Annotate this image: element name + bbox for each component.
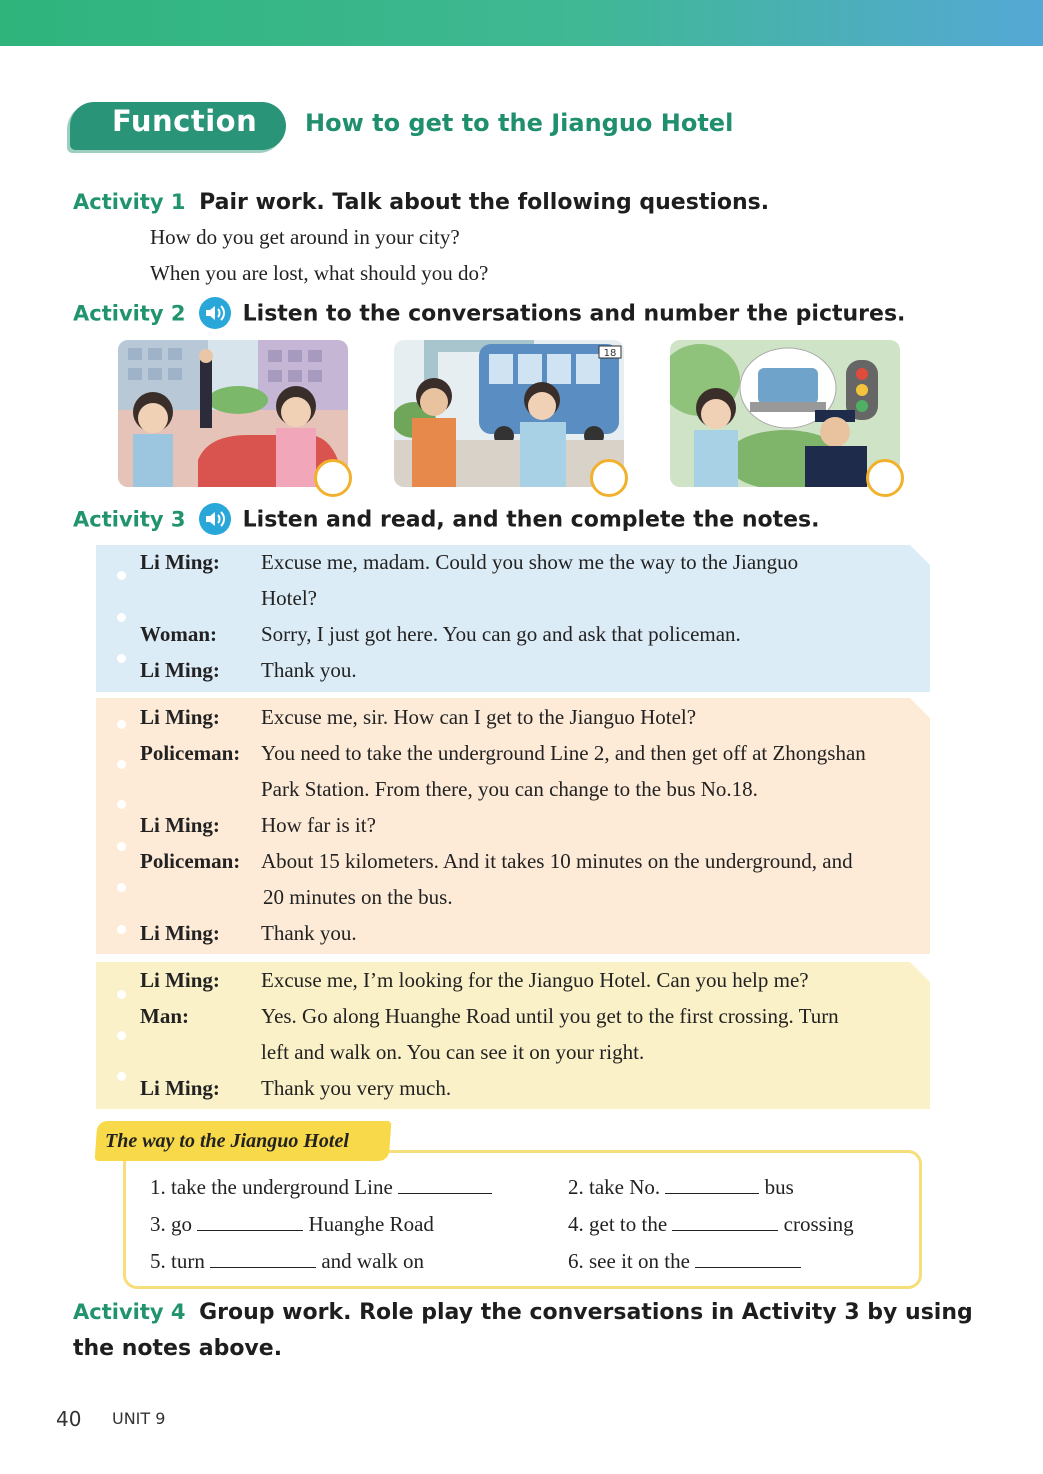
decor-dot — [117, 760, 126, 769]
dialogue-line: left and walk on. You can see it on your right. — [261, 1040, 645, 1064]
note-item-3 — [150, 1210, 434, 1237]
activity-3-heading — [73, 506, 820, 538]
bus-number-label: 18 — [603, 348, 617, 359]
question-1: How do you get around in your city? — [150, 225, 460, 249]
dialogue-line: Hotel? — [261, 586, 317, 610]
activity-2-heading — [73, 300, 905, 332]
decor-dot — [117, 883, 126, 892]
note-text: 3. go — [150, 1212, 192, 1236]
page-title: How to get to the Jianguo Hotel — [305, 109, 734, 137]
dialogue-line: Sorry, I just got here. You can go and ask that policeman. — [261, 622, 741, 646]
street-scene-picture — [118, 340, 348, 487]
speaker-name: Policeman: — [140, 849, 241, 873]
activity-2-instruction: Listen to the conversations and number the pictures. — [242, 301, 906, 327]
dialogue-line: 20 minutes on the bus. — [263, 885, 453, 909]
dialogue-line: Yes. Go along Huanghe Road until you get to the first crossing. Turn — [261, 1004, 839, 1028]
decor-dot — [117, 800, 126, 809]
conversation-2-box — [96, 698, 930, 954]
speaker-name: Li Ming: — [140, 658, 220, 682]
activity-1-instruction: Pair work. Talk about the following questions. — [199, 190, 770, 215]
picture-2-number-circle[interactable] — [590, 459, 628, 497]
note-text: 2. take No. — [568, 1175, 661, 1199]
blank-field[interactable] — [672, 1210, 778, 1231]
activity-4-label: Activity 4 — [73, 1300, 186, 1324]
blank-field[interactable] — [695, 1247, 801, 1268]
dialogue-line: Thank you very much. — [261, 1076, 452, 1100]
speaker-name: Li Ming: — [140, 968, 220, 992]
note-item-5 — [150, 1247, 424, 1274]
note-item-4 — [568, 1210, 854, 1237]
note-item-2 — [568, 1173, 794, 1200]
note-text: and walk on — [321, 1249, 424, 1273]
decor-dot — [117, 1072, 126, 1081]
speaker-name: Li Ming: — [140, 921, 220, 945]
dialogue-line: Excuse me, sir. How can I get to the Jianguo Hotel? — [261, 705, 697, 729]
note-text: Huanghe Road — [308, 1212, 434, 1236]
speaker-name: Woman: — [140, 622, 218, 646]
decor-dot — [117, 720, 126, 729]
speaker-name: Li Ming: — [140, 705, 220, 729]
activity-3-instruction: Listen and read, and then complete the notes. — [242, 507, 820, 533]
notes-title: The way to the Jianguo Hotel — [105, 1130, 349, 1152]
unit-label: UNIT 9 — [112, 1409, 166, 1428]
note-text: 5. turn — [150, 1249, 205, 1273]
decor-dot — [117, 571, 126, 580]
dialogue-line: You need to take the underground Line 2, and then get off at Zhongshan — [261, 741, 866, 765]
question-2: When you are lost, what should you do? — [150, 261, 489, 285]
activity-4-instruction-continued: the notes above. — [73, 1336, 283, 1361]
speaker-name: Li Ming: — [140, 550, 220, 574]
picture-1-number-circle[interactable] — [314, 459, 352, 497]
dialogue-line: Thank you. — [261, 921, 357, 945]
note-item-1 — [150, 1173, 492, 1200]
activity-4-heading — [73, 1300, 973, 1325]
dialogue-line: How far is it? — [261, 813, 376, 837]
dialogue-line: Thank you. — [261, 658, 357, 682]
note-text: crossing — [783, 1212, 854, 1236]
note-text: bus — [764, 1175, 794, 1199]
blank-field[interactable] — [398, 1173, 492, 1194]
policeman-scene-picture — [670, 340, 900, 487]
blank-field[interactable] — [197, 1210, 303, 1231]
decor-dot — [117, 1031, 126, 1040]
activity-1-label: Activity 1 — [73, 190, 186, 214]
audio-speaker-icon[interactable] — [199, 297, 231, 329]
decor-dot — [117, 613, 126, 622]
speaker-name: Man: — [140, 1004, 189, 1028]
decor-dot — [117, 925, 126, 934]
dialogue-line: Excuse me, I’m looking for the Jianguo Hotel. Can you help me? — [261, 968, 809, 992]
decor-dot — [117, 842, 126, 851]
activity-3-label: Activity 3 — [73, 507, 186, 532]
activity-4-instruction: Group work. Role play the conversations in Activity 3 by using — [199, 1300, 973, 1325]
function-badge-label: Function — [112, 104, 258, 138]
page-number: 40 — [56, 1407, 82, 1431]
dialogue-line: About 15 kilometers. And it takes 10 minutes on the underground, and — [261, 849, 853, 873]
speaker-name: Li Ming: — [140, 1076, 220, 1100]
picture-3-number-circle[interactable] — [866, 459, 904, 497]
decor-dot — [117, 990, 126, 999]
decor-dot — [117, 654, 126, 663]
blank-field[interactable] — [665, 1173, 759, 1194]
note-text: 4. get to the — [568, 1212, 668, 1236]
blank-field[interactable] — [210, 1247, 316, 1268]
audio-speaker-icon[interactable] — [199, 503, 231, 535]
activity-2-label: Activity 2 — [73, 301, 186, 326]
speaker-name: Policeman: — [140, 741, 241, 765]
activity-1-heading — [73, 190, 769, 215]
dialogue-line: Excuse me, madam. Could you show me the way to the Jianguo — [261, 550, 799, 574]
dialogue-line: Park Station. From there, you can change to the bus No.18. — [261, 777, 758, 801]
bus-stop-scene-picture — [394, 340, 624, 487]
note-text: 1. take the underground Line — [150, 1175, 393, 1199]
speaker-name: Li Ming: — [140, 813, 220, 837]
note-text: 6. see it on the — [568, 1249, 690, 1273]
top-color-band — [0, 0, 1043, 46]
note-item-6 — [568, 1247, 801, 1274]
